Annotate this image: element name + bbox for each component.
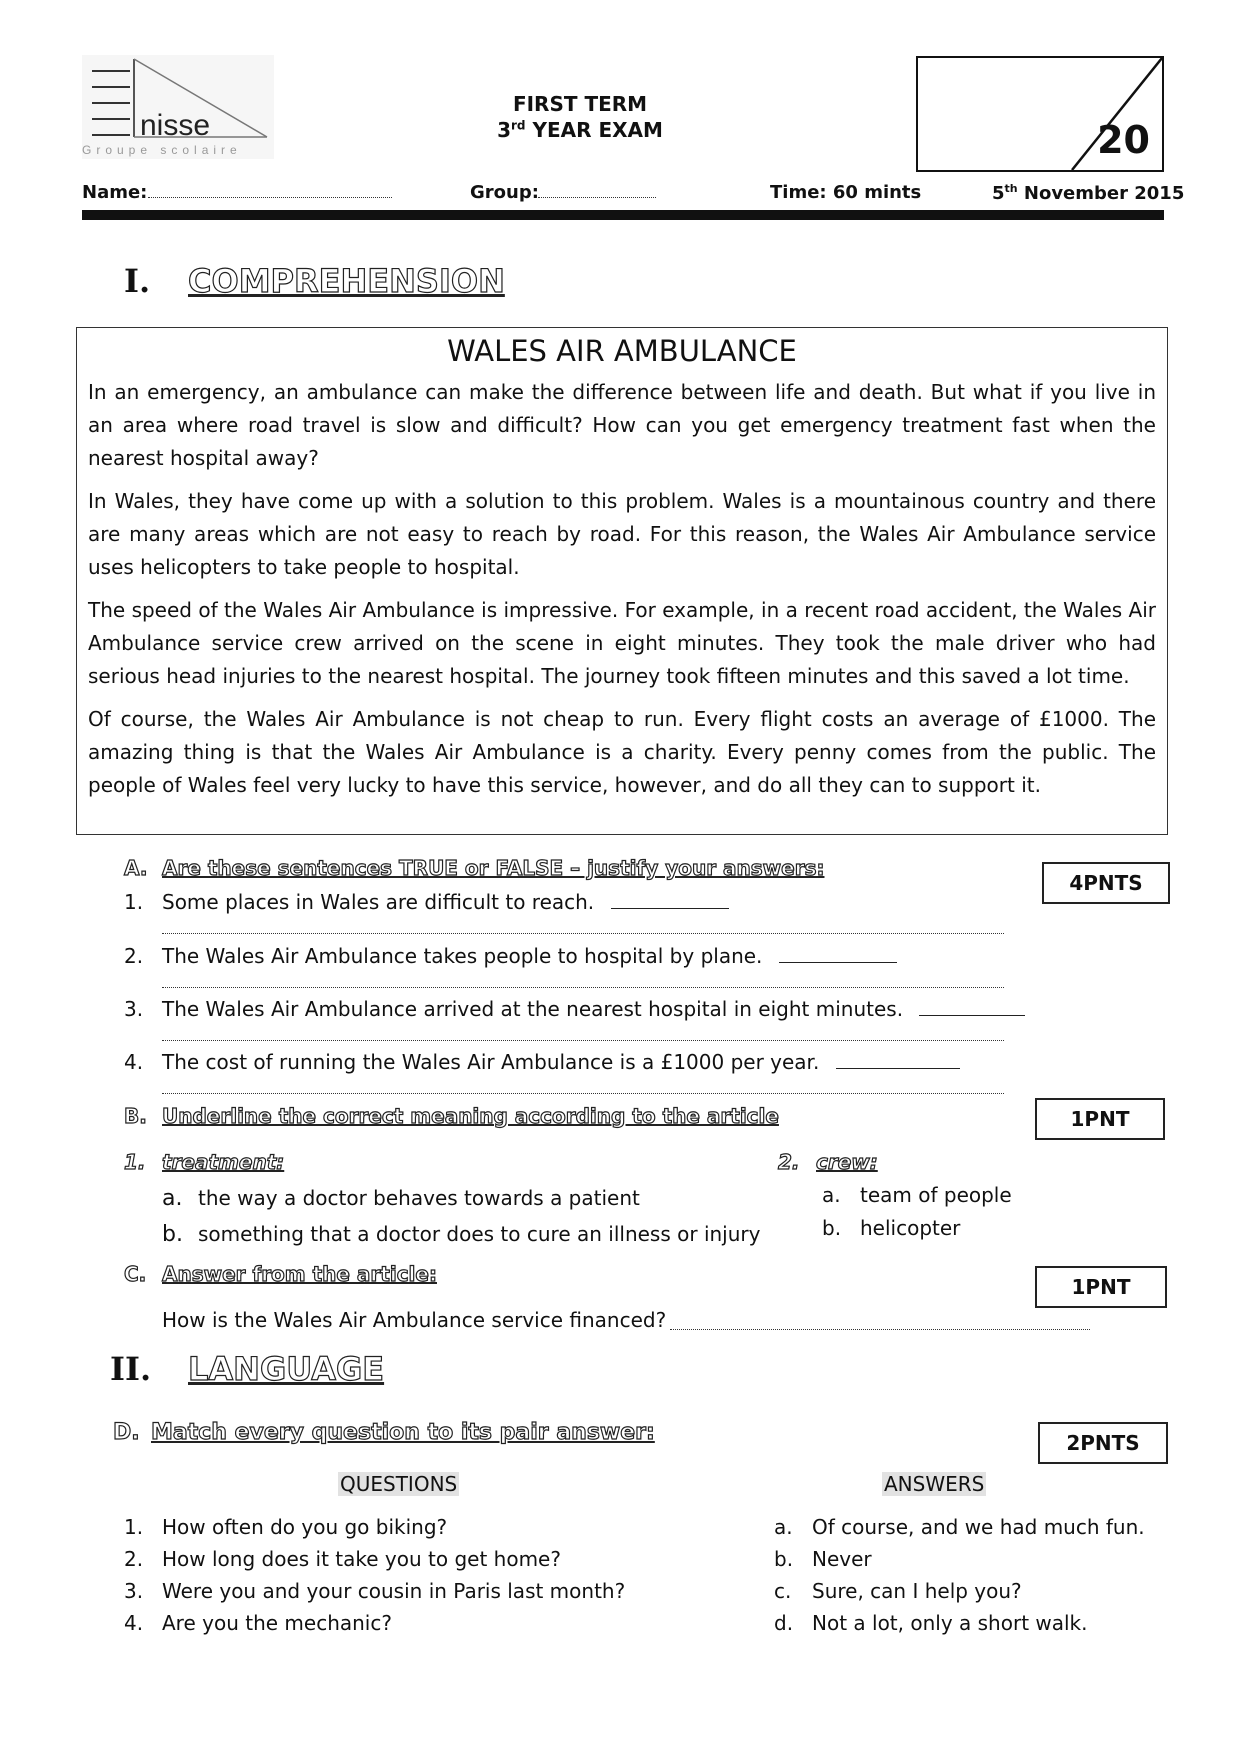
option-letter: b. [822, 1216, 842, 1240]
option-text: the way a doctor behaves towards a patient [198, 1186, 640, 1210]
logo-subtitle: Groupe scolaire [82, 143, 242, 157]
word-2-term: crew: [816, 1150, 878, 1174]
item-number: 1. [124, 890, 144, 914]
answer-letter: a. [774, 1515, 793, 1539]
answer-text: Not a lot, only a short walk. [812, 1611, 1088, 1635]
answers-header: ANSWERS [884, 1472, 985, 1496]
option-letter: a. [162, 1186, 183, 1211]
header-rule [82, 210, 1164, 220]
article-paragraph-4: Of course, the Wales Air Ambulance is not cheap to run. Every flight costs an average of £1000. The amazing thing is that the Wales Air Ambulance is a charity. Every penny comes from the public. The people of Wales feel very lucky to have this service, however, and do all they can to support it. [88, 707, 1156, 797]
item-text: The Wales Air Ambulance takes people to hospital by plane. [162, 944, 763, 968]
word-2-number: 2. [778, 1150, 800, 1174]
item-number: 2. [124, 944, 144, 968]
partD-instruction: Match every question to its pair answer: [151, 1420, 655, 1445]
answer-c [774, 1579, 1022, 1603]
answer-blank[interactable] [836, 1050, 960, 1069]
item-text: The cost of running the Wales Air Ambulance is a £1000 per year. [162, 1050, 820, 1074]
option-text: team of people [860, 1183, 1012, 1207]
exam-year-text: YEAR EXAM [525, 118, 663, 142]
partC-question: How is the Wales Air Ambulance service financed? [162, 1308, 667, 1332]
question-number: 1. [124, 1515, 144, 1539]
group-field[interactable] [538, 196, 656, 198]
section2-numeral: II. [110, 1350, 152, 1388]
justify-line-3[interactable] [162, 1039, 1004, 1041]
exam-date [992, 182, 1184, 204]
partD-points: 2PNTS [1038, 1422, 1168, 1464]
answer-letter: d. [774, 1611, 794, 1635]
partC-answer-line[interactable] [670, 1328, 1090, 1330]
section1-title: COMPREHENSION [188, 262, 505, 300]
option-text: something that a doctor does to cure an illness or injury [198, 1222, 761, 1246]
question-2 [124, 1547, 561, 1571]
word-2-option-a[interactable] [822, 1183, 1012, 1207]
answer-text: Never [812, 1547, 872, 1571]
item-text: Some places in Wales are difficult to reach. [162, 890, 595, 914]
score-total: 20 [1097, 118, 1150, 162]
justify-line-2[interactable] [162, 986, 1004, 988]
item-text: The Wales Air Ambulance arrived at the nearest hospital in eight minutes. [162, 997, 904, 1021]
answer-letter: b. [774, 1547, 794, 1571]
word-1-option-a[interactable] [162, 1186, 640, 1211]
word-2-option-b[interactable] [822, 1216, 960, 1240]
option-letter: b. [162, 1222, 183, 1247]
questions-header: QUESTIONS [340, 1472, 458, 1496]
question-3 [124, 1579, 625, 1603]
logo-name: nisse [140, 109, 211, 142]
section2-title: LANGUAGE [188, 1350, 385, 1388]
partA-instruction: Are these sentences TRUE or FALSE – justify your answers: [162, 856, 825, 880]
answer-text: Sure, can I help you? [812, 1579, 1022, 1603]
partB-letter: B. [124, 1104, 147, 1128]
name-field[interactable] [148, 196, 392, 198]
partA-item-3 [124, 997, 1025, 1021]
partC-letter: C. [124, 1262, 147, 1286]
question-text: Are you the mechanic? [162, 1611, 392, 1635]
partA-points: 4PNTS [1042, 862, 1170, 904]
answer-a [774, 1515, 1145, 1539]
word-1-term: treatment: [162, 1150, 285, 1174]
option-text: helicopter [860, 1216, 961, 1240]
question-text: How long does it take you to get home? [162, 1547, 561, 1571]
answer-b [774, 1547, 872, 1571]
date-day: 5 [992, 183, 1005, 204]
answer-blank[interactable] [919, 997, 1025, 1016]
question-text: Were you and your cousin in Paris last month? [162, 1579, 626, 1603]
exam-year [420, 118, 740, 142]
date-suffix: th [1004, 182, 1018, 195]
article-paragraph-2: In Wales, they have come up with a solution to this problem. Wales is a mountainous country and there are many areas which are not easy to reach by road. For this reason, the Wales Air Ambulance service uses helicopters to take people to hospital. [88, 489, 1156, 579]
name-label: Name: [82, 182, 148, 203]
partA-letter: A. [124, 856, 148, 880]
partA-item-2 [124, 944, 897, 968]
item-number: 4. [124, 1050, 144, 1074]
answer-d [774, 1611, 1088, 1635]
partC-instruction: Answer from the article: [162, 1262, 437, 1286]
word-1-number: 1. [124, 1150, 146, 1174]
time-label: Time: 60 mints [770, 182, 922, 203]
exam-year-number: 3 [497, 118, 511, 142]
section1-numeral: I. [124, 262, 151, 300]
question-number: 4. [124, 1611, 144, 1635]
article-paragraph-1: In an emergency, an ambulance can make the difference between life and death. But what if you live in an area where road travel is slow and difficult? How can you get emergency treatment fast when the nearest hospital away? [88, 380, 1156, 470]
answer-blank[interactable] [779, 944, 897, 963]
score-box [916, 56, 1164, 172]
partA-item-1 [124, 890, 729, 914]
article-paragraph-3: The speed of the Wales Air Ambulance is impressive. For example, in a recent road accident, the Wales Air Ambulance service crew arrived on the scene in eight minutes. They took the male driver who had serious head injuries to the nearest hospital. The journey took fifteen minutes and this saved a lot time. [88, 598, 1156, 688]
date-text: November 2015 [1017, 183, 1185, 204]
question-number: 3. [124, 1579, 144, 1603]
answer-text: Of course, and we had much fun. [812, 1515, 1145, 1539]
justify-line-1[interactable] [162, 932, 1004, 934]
article-box [76, 327, 1168, 835]
school-logo [82, 55, 274, 159]
partB-instruction: Underline the correct meaning according to the article [162, 1104, 779, 1128]
justify-line-4[interactable] [162, 1092, 1004, 1094]
group-label: Group: [470, 182, 539, 203]
question-1 [124, 1515, 447, 1539]
partB-points: 1PNT [1035, 1098, 1165, 1140]
partD-letter: D. [113, 1420, 140, 1445]
question-number: 2. [124, 1547, 144, 1571]
exam-year-suffix: rd [510, 118, 526, 133]
question-text: How often do you go biking? [162, 1515, 448, 1539]
item-number: 3. [124, 997, 144, 1021]
article-title: WALES AIR AMBULANCE [447, 334, 797, 368]
partA-item-4 [124, 1050, 960, 1074]
answer-letter: c. [774, 1579, 792, 1603]
exam-term: FIRST TERM [512, 92, 648, 116]
partC-points: 1PNT [1035, 1266, 1167, 1308]
question-4 [124, 1611, 392, 1635]
answer-blank[interactable] [611, 890, 729, 909]
word-1-option-b[interactable] [162, 1222, 760, 1247]
option-letter: a. [822, 1183, 841, 1207]
